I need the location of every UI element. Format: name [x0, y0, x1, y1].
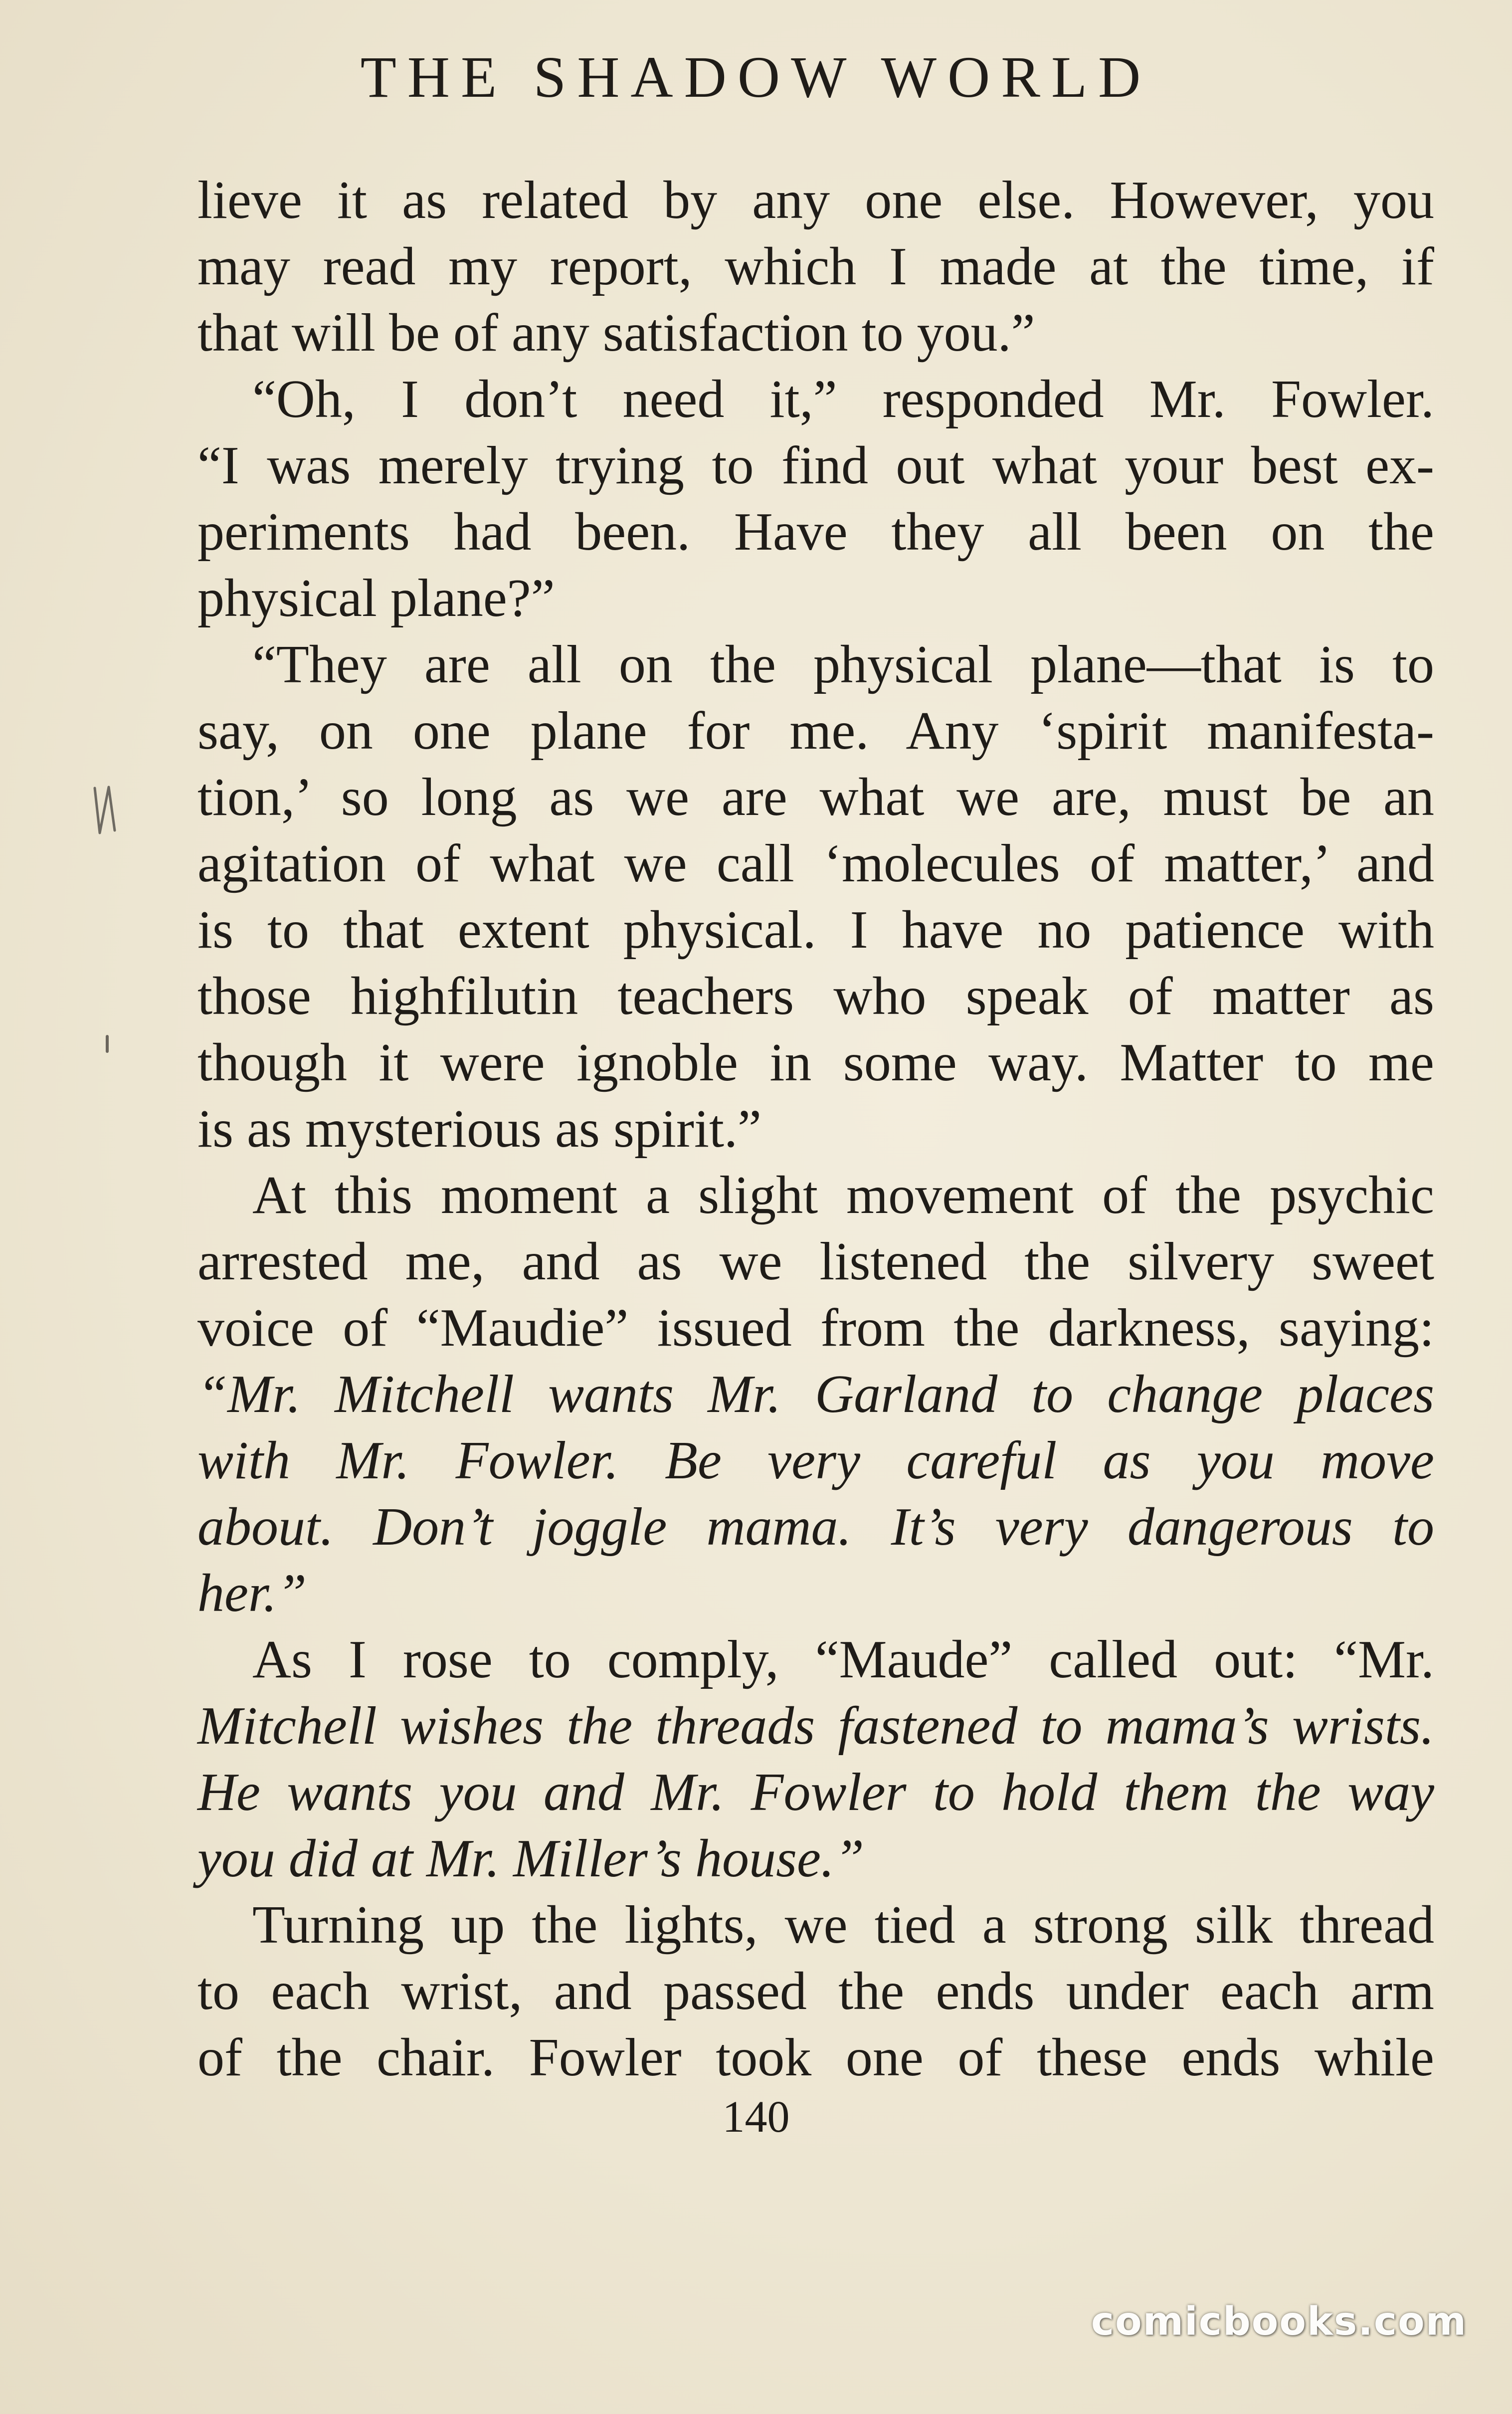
text-line: physical plane?”: [197, 569, 555, 628]
text-line: voice of “Maudie” issued from the darkness, saying:: [197, 1298, 1434, 1358]
text-line: though it were ignoble in some way. Matter to me: [197, 1033, 1434, 1092]
pencil-mark-icon: [89, 778, 124, 838]
pencil-tick-mark: [106, 1035, 109, 1053]
text-line: “Mr. Mitchell wants Mr. Garland to change places: [197, 1365, 1434, 1424]
text-line: periments had been. Have they all been on the: [197, 502, 1434, 562]
text-line: about. Don’t joggle mama. It’s very dangerous to: [197, 1497, 1434, 1557]
text-line: with Mr. Fowler. Be very careful as you move: [197, 1431, 1434, 1490]
text-line: her.”: [197, 1564, 307, 1623]
running-head: THE SHADOW WORLD: [360, 44, 1152, 110]
text-line: lieve it as related by any one else. However, you: [197, 171, 1434, 230]
text-line: to each wrist, and passed the ends under each arm: [197, 1962, 1434, 2021]
text-line: arrested me, and as we listened the silvery sweet: [197, 1232, 1434, 1291]
text-line: that will be of any satisfaction to you.”: [197, 303, 1035, 363]
text-line: may read my report, which I made at the time, if: [197, 237, 1434, 296]
body-text: [197, 167, 1434, 2091]
text-line: As I rose to comply, “Maude” called out: “Mr.: [252, 1630, 1434, 1689]
text-line: is to that extent physical. I have no patience with: [197, 900, 1434, 960]
text-line: “Oh, I don’t need it,” responded Mr. Fowler.: [252, 370, 1434, 429]
text-line: At this moment a slight movement of the psychic: [252, 1166, 1434, 1225]
text-line: Turning up the lights, we tied a strong silk thread: [252, 1895, 1434, 1955]
text-line: is as mysterious as spirit.”: [197, 1099, 761, 1159]
text-line: “I was merely trying to find out what your best ex-: [197, 436, 1434, 495]
text-line: tion,’ so long as we are what we are, must be an: [197, 768, 1434, 827]
page-number: 140: [722, 2092, 790, 2142]
text-line: agitation of what we call ‘molecules of matter,’ and: [197, 834, 1434, 893]
text-line: Mitchell wishes the threads fastened to mama’s wrists.: [197, 1696, 1434, 1756]
text-line: “They are all on the physical plane—that is to: [252, 635, 1434, 694]
watermark: comicbooks.com: [1091, 2299, 1467, 2344]
text-line: those highfilutin teachers who speak of matter as: [197, 967, 1434, 1026]
text-line: you did at Mr. Miller’s house.”: [197, 1829, 865, 1888]
text-line: say, on one plane for me. Any ‘spirit manifesta-: [197, 701, 1434, 761]
text-line: He wants you and Mr. Fowler to hold them the way: [197, 1763, 1434, 1822]
text-line: of the chair. Fowler took one of these ends while: [197, 2028, 1434, 2087]
